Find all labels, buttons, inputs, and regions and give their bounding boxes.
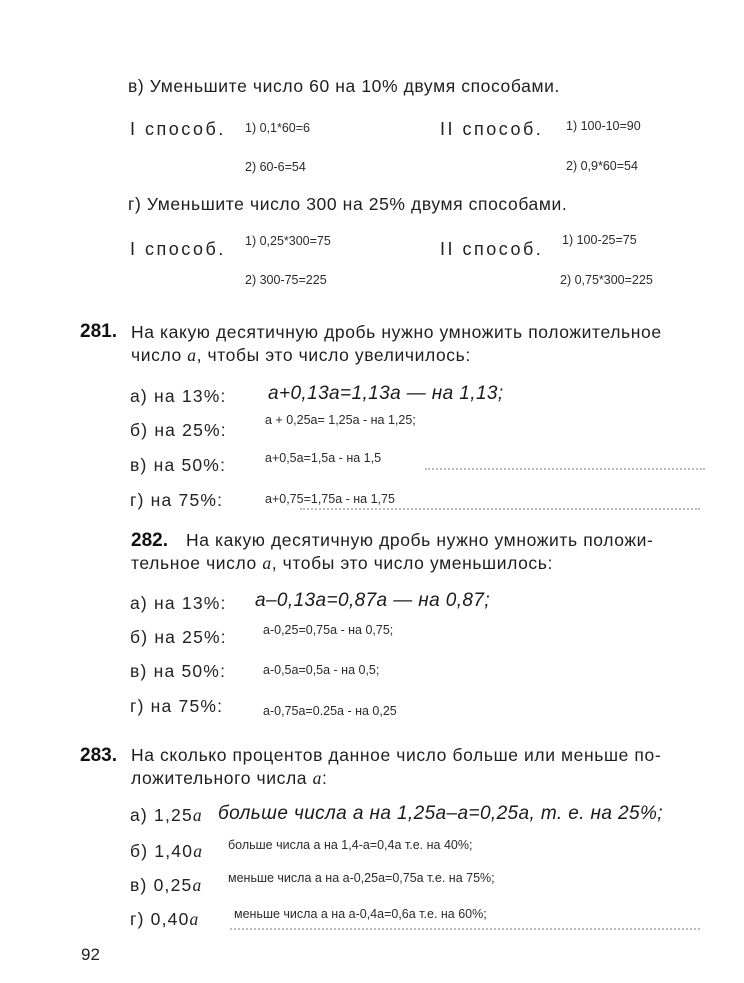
answer-282-b: a-0,25=0,75a - на 0,75; bbox=[263, 623, 394, 637]
label-281-b: б) на 25%: bbox=[130, 420, 227, 440]
way1-step2-g: 2) 300-75=225 bbox=[245, 273, 327, 287]
answer-283-a: больше числа a на 1,25a–a=0,25a, т. е. на 25%; bbox=[218, 803, 663, 824]
question-281-line1: На какую десятичную дробь нужно умножить положительное bbox=[131, 322, 662, 342]
label-281-g: г) на 75%: bbox=[130, 490, 224, 510]
dotted-line bbox=[425, 468, 705, 472]
way2-step2-v: 2) 0,9*60=54 bbox=[566, 159, 638, 173]
question-281-line2: число a, чтобы это число увеличилось: bbox=[131, 345, 471, 365]
way2-label-g: II способ. bbox=[440, 239, 544, 259]
way2-step2-g: 2) 0,75*300=225 bbox=[560, 273, 653, 287]
label-282-a: а) на 13%: bbox=[130, 593, 227, 613]
way2-step1-g: 1) 100-25=75 bbox=[562, 233, 637, 247]
exercise-number-282: 282. bbox=[131, 530, 168, 551]
answer-281-b: a + 0,25a= 1,25a - на 1,25; bbox=[265, 413, 416, 427]
answer-281-g: a+0,75=1,75a - на 1,75 bbox=[265, 492, 395, 506]
label-282-v: в) на 50%: bbox=[130, 661, 227, 681]
label-281-a: а) на 13%: bbox=[130, 386, 227, 406]
label-281-v: в) на 50%: bbox=[130, 455, 227, 475]
label-282-g: г) на 75%: bbox=[130, 696, 224, 716]
answer-283-g: меньше числа а на а-0,4а=0,6а т.е. на 60%; bbox=[234, 907, 487, 921]
question-282-line1: На какую десятичную дробь нужно умножить положи- bbox=[186, 530, 654, 550]
label-283-b: б) 1,40a bbox=[130, 841, 204, 861]
answer-282-a: a–0,13a=0,87a — на 0,87; bbox=[255, 590, 491, 611]
answer-282-v: a-0,5a=0,5a - на 0,5; bbox=[263, 663, 380, 677]
question-283-line1: На сколько процентов данное число больше или меньше по- bbox=[131, 745, 662, 765]
exercise-number-281: 281. bbox=[80, 321, 117, 342]
question-282-line2: тельное число a, чтобы это число уменьшилось: bbox=[131, 553, 553, 573]
answer-283-b: больше числа а на 1,4-а=0,4а т.е. на 40%; bbox=[228, 838, 473, 852]
dotted-line bbox=[300, 508, 700, 512]
exercise-number-283: 283. bbox=[80, 745, 117, 766]
answer-281-v: a+0,5a=1,5a - на 1,5 bbox=[265, 451, 382, 465]
dotted-line bbox=[230, 928, 700, 932]
label-283-g: г) 0,40a bbox=[130, 909, 200, 929]
task-v: в) Уменьшите число 60 на 10% двумя способами. bbox=[128, 76, 560, 96]
label-283-a: а) 1,25a bbox=[130, 805, 203, 825]
answer-281-a: a+0,13a=1,13a — на 1,13; bbox=[268, 383, 504, 404]
way1-step2-v: 2) 60-6=54 bbox=[245, 160, 306, 174]
way1-step1-g: 1) 0,25*300=75 bbox=[245, 234, 331, 248]
answer-282-g: a-0,75a=0.25a - на 0,25 bbox=[263, 704, 397, 718]
way1-label-v: I способ. bbox=[130, 119, 226, 139]
way1-step1-v: 1) 0,1*60=6 bbox=[245, 121, 310, 135]
way2-label-v: II способ. bbox=[440, 119, 544, 139]
answer-283-v: меньше числа а на а-0,25а=0,75а т.е. на 75%; bbox=[228, 871, 495, 885]
way1-label-g: I способ. bbox=[130, 239, 226, 259]
question-283-line2: ложительного числа a: bbox=[131, 768, 328, 788]
label-282-b: б) на 25%: bbox=[130, 627, 227, 647]
task-g: г) Уменьшите число 300 на 25% двумя способами. bbox=[128, 194, 568, 214]
way2-step1-v: 1) 100-10=90 bbox=[566, 119, 641, 133]
label-283-v: в) 0,25a bbox=[130, 875, 203, 895]
page-number: 92 bbox=[81, 945, 100, 964]
